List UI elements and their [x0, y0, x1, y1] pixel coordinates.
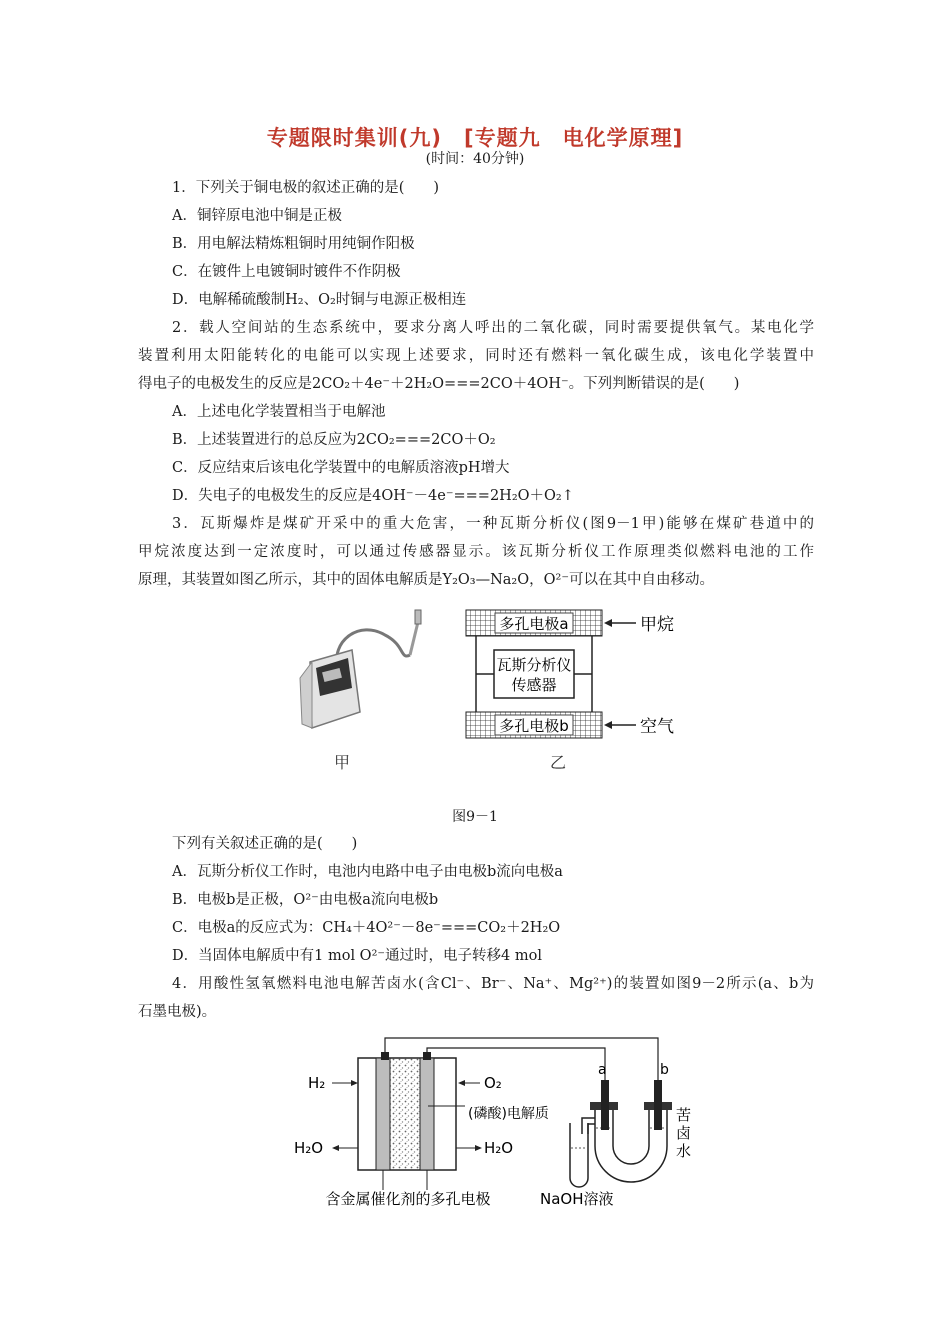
brine-label-2: 卤	[676, 1124, 692, 1142]
time-limit: (时间：40分钟)	[425, 151, 525, 167]
gas-analyzer-device	[300, 610, 421, 728]
h2o-left-label: H₂O	[294, 1139, 324, 1157]
q2-option-d: D．失电子的电极发生的反应是4OH⁻－4e⁻===2H₂O＋O₂↑	[172, 488, 574, 504]
sensor-schematic	[466, 610, 674, 738]
q4-line-1: 4．用酸性氢氧燃料电池电解苦卤水(含Cl⁻、Br⁻、Na⁺、Mg²⁺)的装置如图9－2所示(a、b为	[172, 976, 814, 992]
page-title: 专题限时集训(九) [专题九 电化学原理]	[266, 126, 684, 150]
electrode-b-label: 多孔电极b	[499, 717, 569, 735]
q2-option-a: A．上述电化学装置相当于电解池	[172, 404, 386, 420]
h2-label: H₂	[308, 1074, 326, 1092]
q3-line-2: 甲烷浓度达到一定浓度时，可以通过传感器显示。该瓦斯分析仪工作原理类似燃料电池的工作	[138, 544, 814, 560]
q3-line-3: 原理，其装置如图乙所示，其中的固体电解质是Y₂O₃—Na₂O，O²⁻可以在其中自由移动。	[138, 572, 714, 588]
q1-stem: 1．下列关于铜电极的叙述正确的是( )	[172, 180, 440, 196]
q3-line-1: 3．瓦斯爆炸是煤矿开采中的重大危害，一种瓦斯分析仪(图9－1甲)能够在煤矿巷道中的	[172, 516, 814, 532]
figure-label-yi: 乙	[549, 753, 567, 772]
fuel-cell	[358, 1052, 465, 1190]
figure-caption-9-1: 图9－1	[452, 809, 498, 825]
q3-option-a: A．瓦斯分析仪工作时，电池内电路中电子由电极b流向电极a	[172, 864, 563, 880]
electrode-a-label: 多孔电极a	[499, 615, 569, 633]
electrode-b-label: b	[660, 1062, 669, 1078]
figure-label-jia: 甲	[333, 753, 351, 772]
q3-option-b: B．电极b是正极，O²⁻由电极a流向电极b	[172, 892, 439, 908]
q1-option-d: D．电解稀硫酸制H₂、O₂时铜与电源正极相连	[172, 292, 467, 308]
figure-9-1	[290, 600, 700, 780]
q1-option-a: A．铜锌原电池中铜是正极	[172, 208, 342, 224]
q2-line-1: 2．载人空间站的生态系统中，要求分离人呼出的二氧化碳，同时需要提供氧气。某电化学	[172, 320, 814, 336]
brine-label-3: 水	[676, 1142, 692, 1160]
q1-option-b: B．用电解法精炼粗铜时用纯铜作阳极	[172, 236, 415, 252]
q2-line-2: 装置利用太阳能转化的电能可以实现上述要求，同时还有燃料一氧化碳生成，该电化学装置中	[138, 348, 814, 364]
q4-line-2: 石墨电极)。	[138, 1004, 217, 1020]
u-tube-electrolyzer	[570, 1080, 672, 1187]
sensor-label-2: 传感器	[511, 676, 557, 694]
q3-option-d: D．当固体电解质中有1 mol O²⁻通过时，电子转移4 mol	[172, 948, 542, 964]
porous-electrode-label: 含金属催化剂的多孔电极	[325, 1190, 491, 1208]
o2-label: O₂	[484, 1074, 502, 1092]
q3-option-c: C．电极a的反应式为：CH₄＋4O²⁻－8e⁻===CO₂＋2H₂O	[172, 920, 561, 936]
electrolyte-label: (磷酸)电解质	[468, 1106, 549, 1122]
sensor-label-1: 瓦斯分析仪	[496, 656, 572, 674]
q3-stem: 下列有关叙述正确的是( )	[172, 836, 358, 852]
air-label: 空气	[640, 717, 674, 737]
electrode-a-label: a	[598, 1062, 607, 1078]
q2-option-b: B．上述装置进行的总反应为2CO₂===2CO＋O₂	[172, 432, 496, 448]
brine-label-1: 苦	[676, 1106, 692, 1124]
naoh-label: NaOH溶液	[540, 1190, 614, 1208]
q2-option-c: C．反应结束后该电化学装置中的电解质溶液pH增大	[172, 460, 510, 476]
q2-line-3: 得电子的电极发生的反应是2CO₂＋4e⁻＋2H₂O===2CO＋4OH⁻。下列判断错误的是( )	[138, 376, 740, 392]
figure-9-2	[290, 1028, 730, 1218]
q1-option-c: C．在镀件上电镀铜时镀件不作阴极	[172, 264, 401, 280]
methane-label: 甲烷	[640, 615, 674, 635]
h2o-right-label: H₂O	[484, 1139, 514, 1157]
